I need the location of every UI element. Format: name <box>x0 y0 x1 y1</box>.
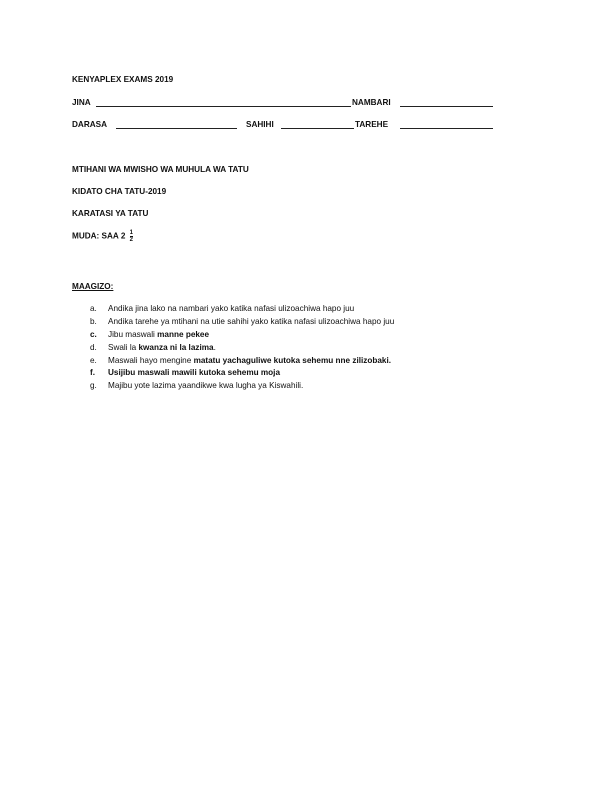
instruction-item <box>72 303 394 316</box>
signature-field[interactable] <box>281 120 354 129</box>
instruction-text: matatu yachaguliwe kutoka sehemu nne zilizobaki. <box>193 355 392 365</box>
instruction-marker: g. <box>90 381 97 391</box>
class-field[interactable] <box>116 120 237 129</box>
instruction-item <box>72 329 394 342</box>
instruction-text: kwanza ni la lazima <box>138 342 214 352</box>
exam-paper: KARATASI YA TATU <box>72 209 149 218</box>
instruction-item <box>72 380 394 393</box>
instruction-text: Usijibu maswali mawili kutoka sehemu moja <box>108 368 280 378</box>
instruction-marker: e. <box>90 355 97 365</box>
duration-label: MUDA: SAA 2 <box>72 231 126 241</box>
instructions-heading: MAAGIZO: <box>72 282 114 291</box>
instruction-text: Majibu yote lazima yaandikwe kwa lugha ya Kiswahili. <box>108 381 304 391</box>
date-field[interactable] <box>400 120 493 129</box>
exam-header-title: KENYAPLEX EXAMS 2019 <box>72 75 174 84</box>
instruction-text: Jibu maswali <box>108 329 158 339</box>
instruction-text: Maswali hayo mengine <box>108 355 194 365</box>
instruction-marker: b. <box>90 316 97 326</box>
duration-fraction <box>130 230 133 243</box>
instruction-text: Andika tarehe ya mtihani na utie sahihi yako katika nafasi ulizoachiwa hapo juu <box>108 316 395 326</box>
name-field[interactable] <box>96 98 351 107</box>
signature-label: SAHIHI <box>246 120 274 129</box>
instruction-marker: c. <box>90 329 97 339</box>
instructions-list <box>72 303 394 393</box>
instruction-marker: a. <box>90 304 97 313</box>
class-label: DARASA <box>72 120 108 129</box>
instruction-marker: f. <box>90 368 96 378</box>
exam-form: KIDATO CHA TATU-2019 <box>72 187 167 196</box>
exam-duration <box>72 230 133 243</box>
fraction-denominator: 2 <box>129 237 133 243</box>
date-label: TAREHE <box>355 120 389 129</box>
instruction-item <box>72 342 394 355</box>
number-label: NAMBARI <box>352 98 391 107</box>
instruction-text: Andika jina lako na nambari yako katika nafasi ulizoachiwa hapo juu <box>108 304 355 313</box>
instruction-item <box>72 367 394 380</box>
exam-title: MTIHANI WA MWISHO WA MUHULA WA TATU <box>72 165 249 174</box>
instruction-item <box>72 355 394 368</box>
instruction-text: . <box>213 342 216 352</box>
name-label: JINA <box>72 98 91 107</box>
instruction-item <box>72 316 394 329</box>
fraction-numerator: 1 <box>129 230 133 236</box>
number-field[interactable] <box>400 98 493 107</box>
instruction-marker: d. <box>90 342 97 352</box>
instruction-text: manne pekee <box>157 329 210 339</box>
instruction-text: Swali la <box>108 342 139 352</box>
